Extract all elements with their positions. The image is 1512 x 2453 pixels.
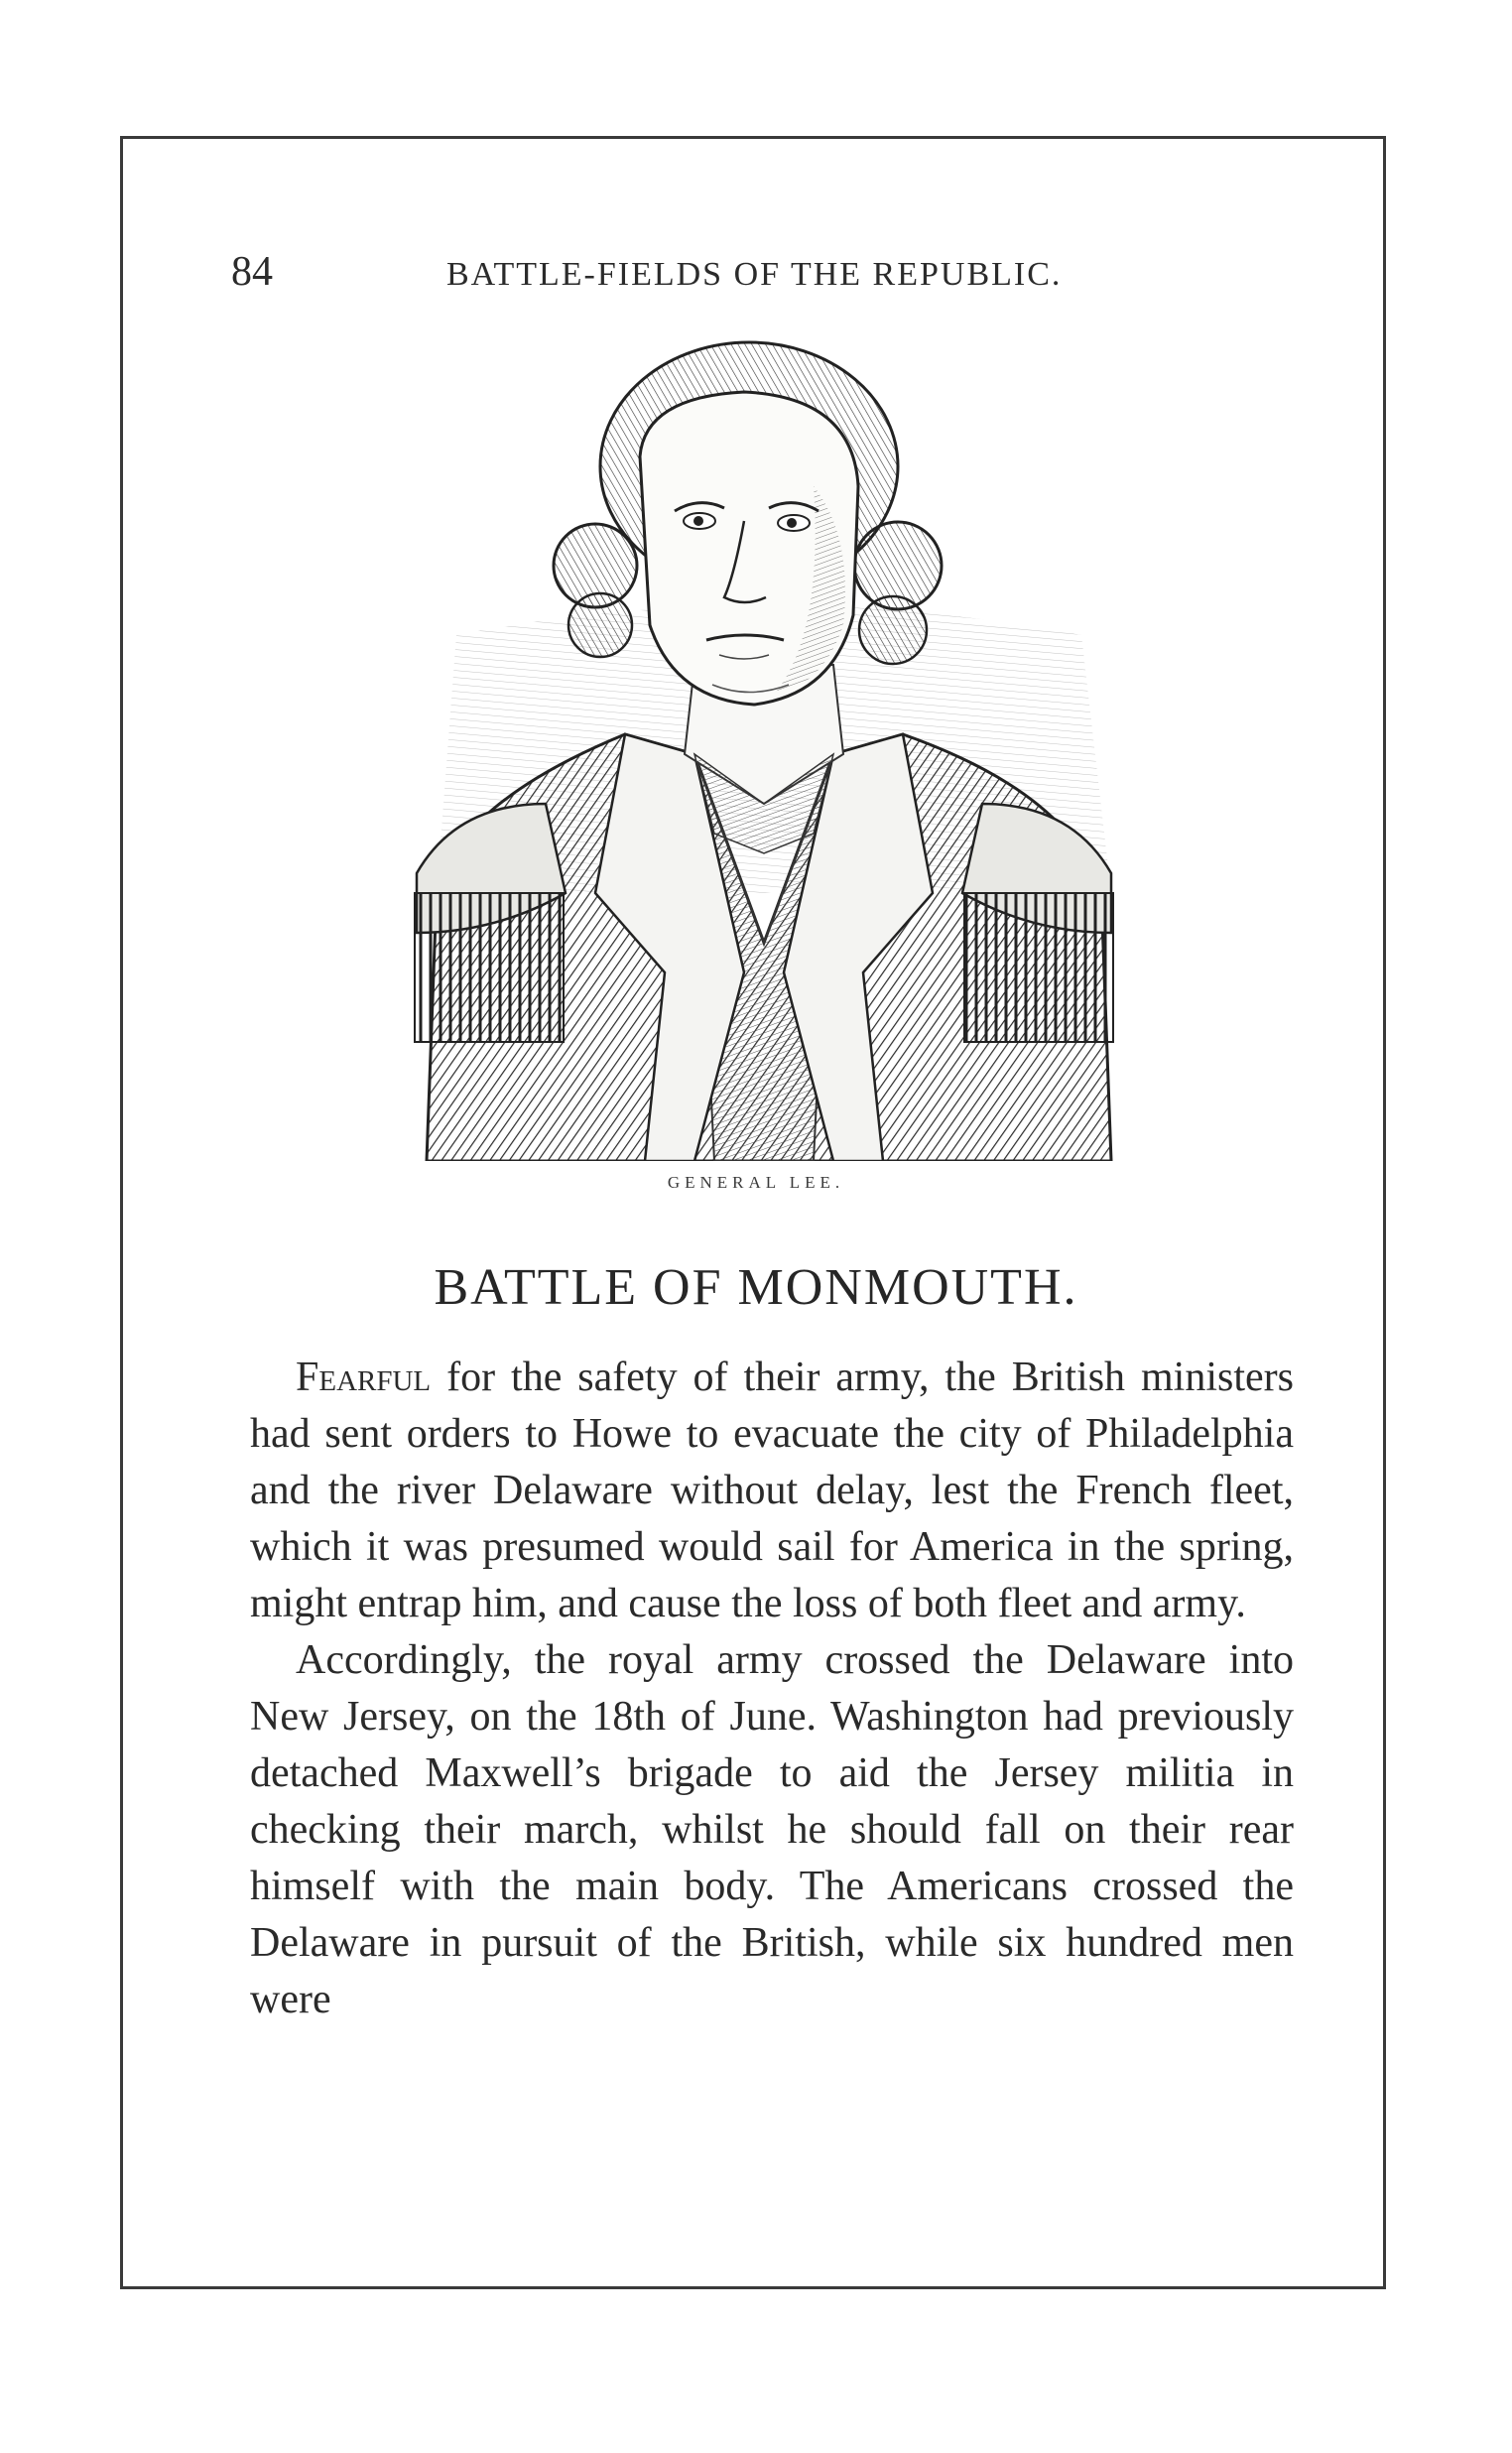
general-lee-portrait [397,337,1131,1161]
running-head: BATTLE-FIELDS OF THE REPUBLIC. [446,256,1063,293]
chapter-title: BATTLE OF MONMOUTH. [434,1259,1078,1316]
paragraph-text: for the safety of their army, the British ministers had sent orders to Howe to evacuate the city of Philadelphia and the river Delaware without delay, lest the French fleet, which it was presumed would sail for America in the spring, might entrap him, and cause the loss of both fleet and army. [250,1355,1294,1626]
illustration-caption: GENERAL LEE. [667,1173,845,1192]
page-header [0,248,1512,308]
paragraph [250,1632,1294,2028]
paragraph-text: Accordingly, the royal army crossed the Delaware into New Jersey, on the 18th of June. Washington had previously detached Maxwell’s brigade to aid the Jersey militia in checking their march, whilst he should fall on their rear himself with the main body. The Americans crossed the Delaware in pursuit of the British, while six hundred men were [250,1637,1294,2022]
lead-word: Fearful [296,1355,432,1400]
paragraph [250,1350,1294,1632]
body-text [250,1350,1294,2028]
page-number: 84 [231,249,273,295]
